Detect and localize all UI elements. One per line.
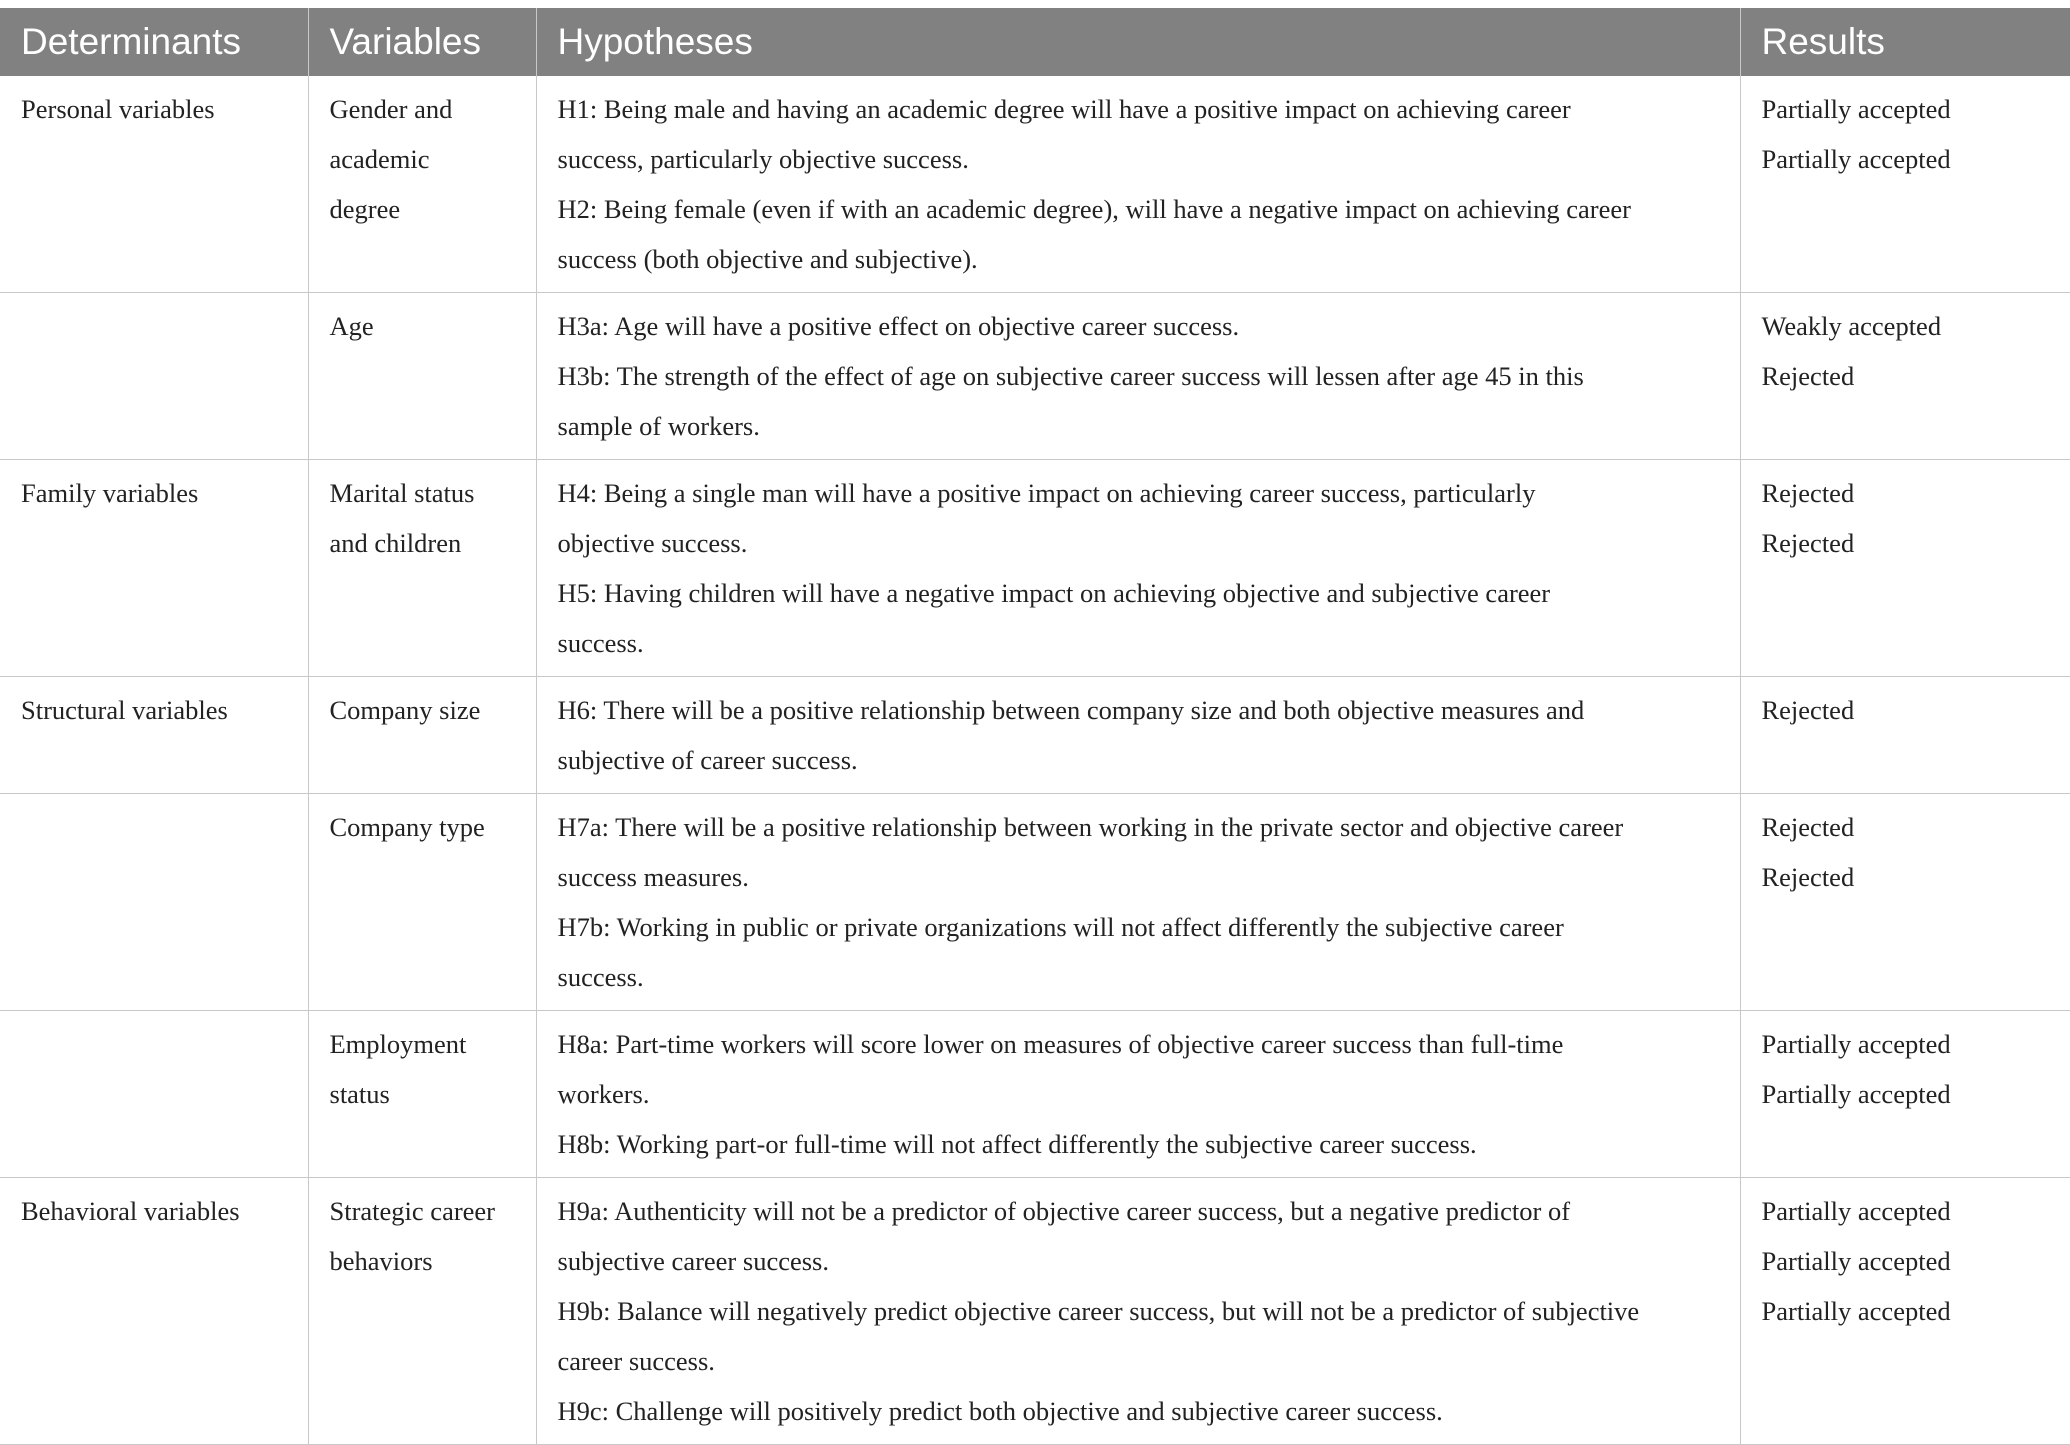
- hypothesis-line: success (both objective and subjective).: [557, 244, 978, 274]
- variable-cell: [308, 1011, 536, 1178]
- result-label: Partially accepted: [1761, 1246, 1951, 1276]
- determinant-cell: [0, 76, 308, 293]
- variable-label: Company size: [329, 695, 481, 725]
- hypothesis-line: objective success.: [557, 528, 748, 558]
- table-row: [0, 677, 2070, 794]
- variable-cell: [308, 794, 536, 1011]
- result-label: Rejected: [1761, 361, 1855, 391]
- result-label: Rejected: [1761, 528, 1855, 558]
- determinant-cell: [0, 794, 308, 1011]
- hypothesis-line: H9c: Challenge will positively predict both objective and subjective career success.: [557, 1396, 1443, 1426]
- result-label: Partially accepted: [1761, 1079, 1951, 1109]
- hypothesis-line: H9b: Balance will negatively predict objective career success, but will not be a predictor of subjective: [557, 1296, 1640, 1326]
- determinant-cell: [0, 1178, 308, 1445]
- variable-label: Strategic career: [329, 1196, 496, 1226]
- variable-cell: [308, 293, 536, 460]
- determinant-cell: [0, 1011, 308, 1178]
- header-determinants: Determinants: [0, 8, 308, 76]
- result-label: Partially accepted: [1761, 1296, 1951, 1326]
- table-row: [0, 293, 2070, 460]
- hypothesis-line: H6: There will be a positive relationship between company size and both objective measures and: [557, 695, 1585, 725]
- determinant-cell: [0, 460, 308, 677]
- hypothesis-line: H7a: There will be a positive relationship between working in the private sector and objective career: [557, 812, 1624, 842]
- hypotheses-table: [0, 8, 2070, 1445]
- result-label: Rejected: [1761, 812, 1855, 842]
- determinant-label: Family variables: [21, 478, 199, 508]
- hypothesis-line: career success.: [557, 1346, 715, 1376]
- variable-cell: [308, 76, 536, 293]
- variable-cell: [308, 677, 536, 794]
- hypothesis-line: success measures.: [557, 862, 749, 892]
- table-row: [0, 460, 2070, 677]
- hypotheses-cell: [536, 1178, 1740, 1445]
- hypothesis-line: H1: Being male and having an academic degree will have a positive impact on achieving career: [557, 94, 1571, 124]
- results-cell: [1740, 794, 2070, 1011]
- hypothesis-line: success, particularly objective success.: [557, 144, 969, 174]
- result-label: Rejected: [1761, 695, 1855, 725]
- hypothesis-line: H7b: Working in public or private organizations will not affect differently the subjective career: [557, 912, 1564, 942]
- hypotheses-cell: [536, 293, 1740, 460]
- hypothesis-line: H2: Being female (even if with an academic degree), will have a negative impact on achieving career: [557, 194, 1631, 224]
- results-cell: [1740, 76, 2070, 293]
- variable-label: status: [329, 1079, 390, 1109]
- hypothesis-line: H9a: Authenticity will not be a predictor of objective career success, but a negative predictor of: [557, 1196, 1571, 1226]
- header-row: [0, 8, 2070, 76]
- variable-label: Marital status: [329, 478, 475, 508]
- hypothesis-line: success.: [557, 628, 644, 658]
- determinant-label: Behavioral variables: [21, 1196, 240, 1226]
- determinant-label: Personal variables: [21, 94, 215, 124]
- hypothesis-line: success.: [557, 962, 644, 992]
- variable-cell: [308, 460, 536, 677]
- results-cell: [1740, 1178, 2070, 1445]
- hypothesis-line: H8a: Part-time workers will score lower on measures of objective career success than full-time: [557, 1029, 1564, 1059]
- table-row: [0, 76, 2070, 293]
- hypothesis-line: H5: Having children will have a negative impact on achieving objective and subjective career: [557, 578, 1551, 608]
- variable-label: behaviors: [329, 1246, 433, 1276]
- result-label: Partially accepted: [1761, 1196, 1951, 1226]
- header-results: Results: [1740, 8, 2070, 76]
- hypothesis-line: H3b: The strength of the effect of age on subjective career success will lessen after age 45 in this: [557, 361, 1584, 391]
- result-label: Partially accepted: [1761, 1029, 1951, 1059]
- variable-label: Gender and: [329, 94, 453, 124]
- variable-cell: [308, 1178, 536, 1445]
- determinant-cell: [0, 293, 308, 460]
- results-cell: [1740, 460, 2070, 677]
- result-label: Partially accepted: [1761, 144, 1951, 174]
- table-row: [0, 794, 2070, 1011]
- variable-label: Age: [329, 311, 374, 341]
- results-cell: [1740, 293, 2070, 460]
- results-cell: [1740, 677, 2070, 794]
- determinant-label: Structural variables: [21, 695, 228, 725]
- hypotheses-cell: [536, 794, 1740, 1011]
- variable-label: and children: [329, 528, 462, 558]
- table-row: [0, 1011, 2070, 1178]
- hypothesis-line: H8b: Working part-or full-time will not affect differently the subjective career success.: [557, 1129, 1477, 1159]
- hypotheses-cell: [536, 1011, 1740, 1178]
- table-body: [0, 76, 2070, 1445]
- result-label: Weakly accepted: [1761, 311, 1942, 341]
- result-label: Partially accepted: [1761, 94, 1951, 124]
- hypothesis-line: subjective of career success.: [557, 745, 858, 775]
- variable-label: degree: [329, 194, 401, 224]
- determinant-cell: [0, 677, 308, 794]
- results-cell: [1740, 1011, 2070, 1178]
- hypotheses-cell: [536, 76, 1740, 293]
- hypothesis-line: workers.: [557, 1079, 650, 1109]
- variable-label: Company type: [329, 812, 485, 842]
- variable-label: Employment: [329, 1029, 467, 1059]
- table-row: [0, 1178, 2070, 1445]
- result-label: Rejected: [1761, 862, 1855, 892]
- result-label: Rejected: [1761, 478, 1855, 508]
- hypothesis-line: H3a: Age will have a positive effect on objective career success.: [557, 311, 1240, 341]
- variable-label: academic: [329, 144, 430, 174]
- hypothesis-line: sample of workers.: [557, 411, 760, 441]
- header-variables: Variables: [308, 8, 536, 76]
- header-hypotheses: Hypotheses: [536, 8, 1740, 76]
- hypotheses-cell: [536, 460, 1740, 677]
- hypotheses-cell: [536, 677, 1740, 794]
- hypothesis-line: H4: Being a single man will have a positive impact on achieving career success, particularly: [557, 478, 1536, 508]
- hypothesis-line: subjective career success.: [557, 1246, 829, 1276]
